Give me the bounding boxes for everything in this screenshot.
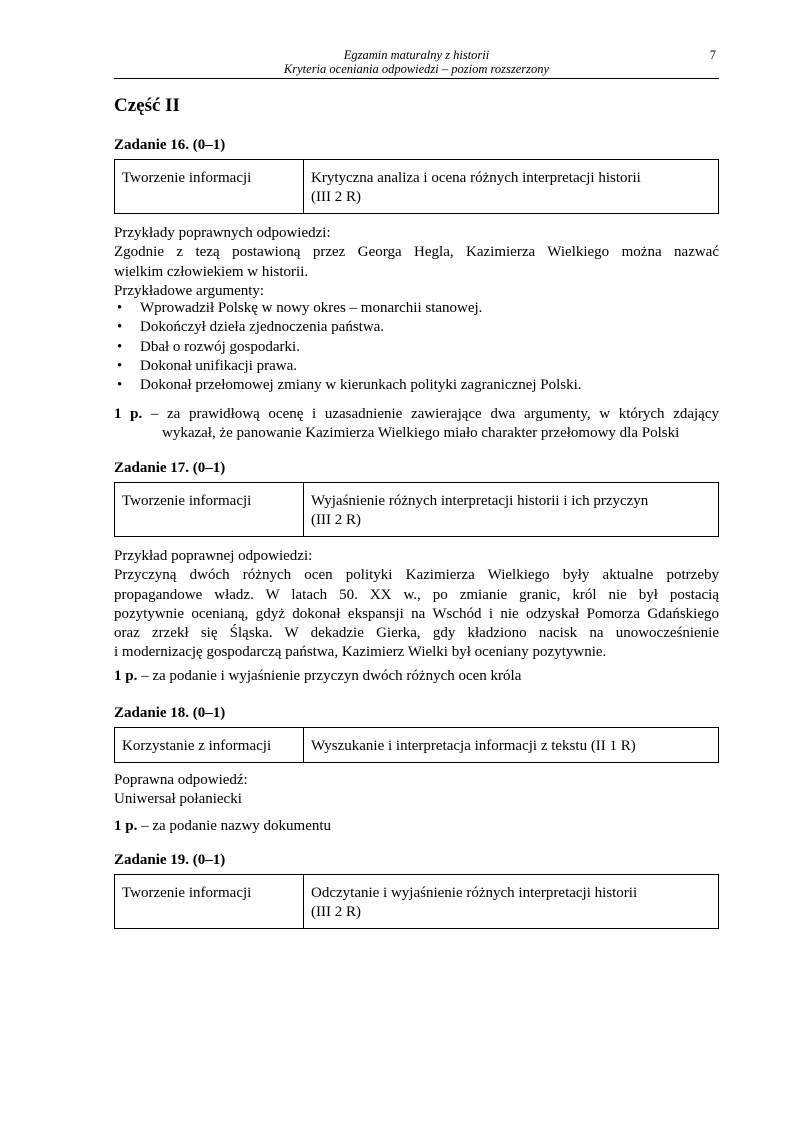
task-19-requirement-cell — [304, 875, 719, 929]
task-18-title: Zadanie 18. (0–1) — [114, 705, 226, 721]
bullet-icon: • — [117, 319, 123, 336]
task-17-answer-line: Przyczyną dwóch różnych ocen polityki Kazimierza Wielkiego były aktualne potrzeby — [114, 567, 719, 584]
task-17-requirement-line1: Wyjaśnienie różnych interpretacji historii i ich przyczyn — [311, 493, 649, 509]
task-17-answer-last-line: i modernizację gospodarczą państwa, Kazimierz Wielki był oceniany pozytywnie. — [114, 644, 607, 661]
task-18-requirement-cell: Wyszukanie i interpretacja informacji z tekstu (II 1 R) — [304, 728, 719, 763]
task-19-requirements-table — [114, 874, 719, 929]
task-16-requirement-cell — [304, 160, 719, 214]
bullet-icon: • — [117, 377, 123, 394]
bullet-icon: • — [117, 300, 123, 316]
task-16-argument-list — [114, 299, 719, 395]
task-16-examples-label: Przykłady poprawnych odpowiedzi: — [114, 225, 331, 241]
list-item: • Wprowadził Polskę w nowy okres – monarchii stanowej. — [114, 299, 719, 318]
task-18-scoring — [114, 817, 719, 836]
task-17-answer-line: pozytywnie ocenianą, gdyż dokonał ekspansji na Wschód i nie odzyskał Pomorza Gdańskiego — [114, 605, 719, 622]
task-18-points: 1 p. — [114, 818, 138, 834]
task-16-answer-block — [114, 224, 719, 301]
task-16-points: 1 p. — [114, 406, 143, 422]
task-16-scoring — [114, 405, 719, 444]
task-16-requirement-line1: Krytyczna analiza i ocena różnych interpretacji historii — [311, 170, 641, 186]
bullet-icon: • — [117, 357, 123, 374]
task-17-requirements-table — [114, 482, 719, 537]
page-number: 7 — [709, 48, 716, 62]
task-17-scoring — [114, 667, 719, 686]
task-17-requirement-line2: (III 2 R) — [311, 512, 361, 528]
list-item: • Dokończył dzieła zjednoczenia państwa. — [114, 318, 719, 337]
task-17-requirement-cell — [304, 483, 719, 537]
task-16-answer-line1: Zgodnie z tezą postawioną przez Georga Hegla, Kazimierza Wielkiego można nazwać — [114, 244, 719, 261]
list-item: • Dokonał unifikacji prawa. — [114, 357, 719, 376]
bullet-icon: • — [117, 338, 123, 355]
task-16-score-line1: – za prawidłową ocenę i uzasadnienie zawierające dwa argumenty, w których zdający — [142, 406, 719, 422]
page-header — [114, 47, 719, 79]
task-16-requirements-table — [114, 159, 719, 214]
list-item: • Dokonał przełomowej zmiany w kierunkach polityki zagranicznej Polski. — [114, 376, 719, 395]
task-17-points: 1 p. — [114, 668, 138, 684]
task-16-requirement-line2: (III 2 R) — [311, 189, 361, 205]
task-19-title: Zadanie 19. (0–1) — [114, 852, 226, 868]
task-18-answer-block — [114, 771, 719, 810]
task-19-requirement-line1: Odczytanie i wyjaśnienie różnych interpretacji historii — [311, 885, 638, 901]
task-16-title: Zadanie 16. (0–1) — [114, 137, 226, 153]
task-19-requirement-line2: (III 2 R) — [311, 904, 361, 920]
list-item: • Dbał o rozwój gospodarki. — [114, 338, 719, 357]
task-18-requirements-table — [114, 727, 719, 763]
task-18-skill-cell: Korzystanie z informacji — [115, 728, 304, 763]
task-19-skill-cell: Tworzenie informacji — [115, 875, 304, 929]
task-18-answer: Uniwersał połaniecki — [114, 791, 242, 808]
task-17-score-text: – za podanie i wyjaśnienie przyczyn dwóch różnych ocen króla — [137, 668, 522, 684]
task-17-answer-block — [114, 547, 719, 663]
task-16-skill-cell: Tworzenie informacji — [115, 160, 304, 214]
task-17-title: Zadanie 17. (0–1) — [114, 460, 226, 476]
task-16-answer-line2: wielkim człowiekiem w historii. — [114, 263, 309, 280]
task-16-score-line2: wykazał, że panowanie Kazimierza Wielkiego miało charakter przełomowy dla Polski — [162, 425, 680, 442]
task-17-example-label: Przykład poprawnej odpowiedzi: — [114, 548, 313, 564]
header-exam-title: Egzamin maturalny z historii — [343, 48, 490, 62]
task-17-skill-cell: Tworzenie informacji — [115, 483, 304, 537]
header-subtitle: Kryteria oceniania odpowiedzi – poziom rozszerzony — [283, 62, 550, 76]
task-18-answer-label: Poprawna odpowiedź: — [114, 772, 248, 788]
part-title: Część II — [114, 95, 180, 116]
task-16-args-label: Przykładowe argumenty: — [114, 282, 265, 299]
task-17-answer-line: propagandowe władz. W latach 50. XX w., po zmianie granic, król nie był postacią — [114, 586, 719, 603]
task-18-score-text: – za podanie nazwy dokumentu — [137, 818, 332, 834]
task-17-answer-line: oraz zrzekł się Śląska. W dekadzie Gierka, gdy kładziono nacisk na unowocześnienie — [114, 625, 719, 642]
